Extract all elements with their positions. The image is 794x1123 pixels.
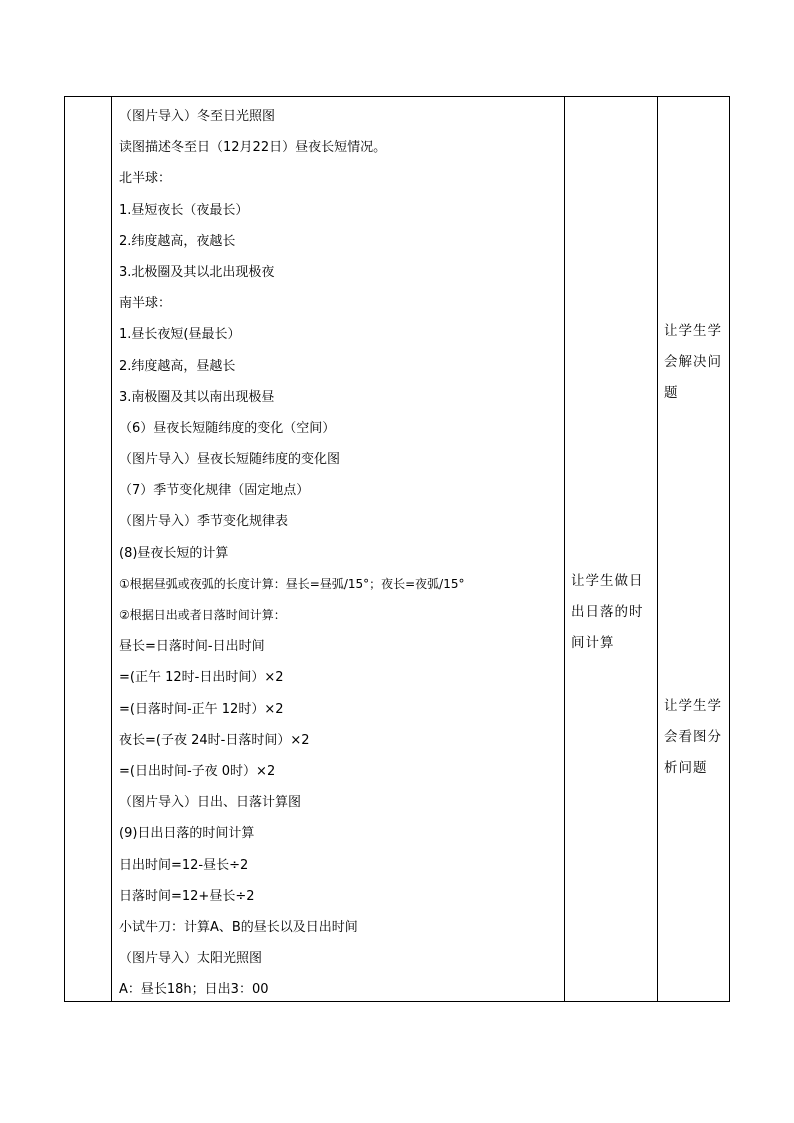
content-line: (9)日出日落的时间计算 bbox=[119, 826, 255, 842]
content-line: （图片导入）季节变化规律表 bbox=[119, 514, 289, 530]
content-line: （7）季节变化规律（固定地点） bbox=[119, 483, 310, 499]
content-line: 3.南极圈及其以南出现极昼 bbox=[119, 389, 275, 405]
teaching-content-column bbox=[119, 101, 559, 1005]
content-line: 北半球： bbox=[119, 171, 172, 187]
column-divider-1 bbox=[111, 97, 112, 1001]
content-line: 小试牛刀：计算A、B的昼长以及日出时间 bbox=[119, 919, 358, 935]
column-divider-3 bbox=[657, 97, 658, 1001]
content-line: =(日出时间-子夜 0时）×2 bbox=[119, 763, 276, 779]
content-line: 昼长=日落时间-日出时间 bbox=[119, 639, 265, 655]
intent-line: 会解决问 bbox=[664, 354, 722, 371]
activity-line: 让学生做日 bbox=[571, 573, 644, 589]
content-line: （图片导入）日出、日落计算图 bbox=[119, 795, 302, 811]
intent-line: 让学生学 bbox=[664, 323, 722, 339]
content-line: （图片导入）冬至日光照图 bbox=[119, 109, 276, 124]
content-line: 读图描述冬至日（12月22日）昼夜长短情况。 bbox=[119, 140, 387, 156]
content-line: 2.纬度越高，昼越长 bbox=[119, 358, 236, 374]
content-line: 日落时间=12+昼长÷2 bbox=[119, 888, 255, 904]
activity-line: 出日落的时 bbox=[571, 604, 644, 621]
content-line: 夜长=(子夜 24时-日落时间）×2 bbox=[119, 732, 310, 748]
column-divider-2 bbox=[564, 97, 565, 1001]
intent-line: 题 bbox=[664, 385, 679, 402]
content-line: 1.昼短夜长（夜最长） bbox=[119, 202, 249, 218]
content-line: （图片导入）昼夜长短随纬度的变化图 bbox=[119, 452, 341, 468]
intent-line: 析问题 bbox=[664, 760, 708, 777]
content-line: 2.纬度越高，夜越长 bbox=[119, 233, 236, 249]
lesson-table bbox=[64, 96, 730, 1002]
intent-line: 会看图分 bbox=[664, 729, 722, 746]
content-line: 日出时间=12-昼长÷2 bbox=[119, 857, 249, 873]
intent-line: 让学生学 bbox=[664, 698, 722, 714]
content-line: 3.北极圈及其以北出现极夜 bbox=[119, 264, 275, 280]
content-line: （图片导入）太阳光照图 bbox=[119, 951, 263, 967]
activity-line: 间计算 bbox=[571, 635, 615, 652]
design-intent-cell-1 bbox=[664, 316, 726, 410]
content-line: (8)昼夜长短的计算 bbox=[119, 545, 229, 561]
content-line: =(正午 12时-日出时间）×2 bbox=[119, 670, 284, 686]
design-intent-cell-2 bbox=[664, 691, 726, 785]
content-line: （6）昼夜长短随纬度的变化（空间） bbox=[119, 420, 336, 436]
student-activity-cell bbox=[571, 566, 655, 660]
content-line: ①根据昼弧或夜弧的长度计算：昼长=昼弧/15°；夜长=夜弧/15° bbox=[119, 576, 465, 591]
content-line: 1.昼长夜短(昼最长） bbox=[119, 327, 241, 343]
content-line: A：昼长18h；日出3：00 bbox=[119, 982, 269, 998]
content-line: 南半球： bbox=[119, 296, 172, 312]
content-line: ②根据日出或者日落时间计算： bbox=[119, 608, 286, 622]
content-line: =(日落时间-正午 12时）×2 bbox=[119, 701, 284, 717]
